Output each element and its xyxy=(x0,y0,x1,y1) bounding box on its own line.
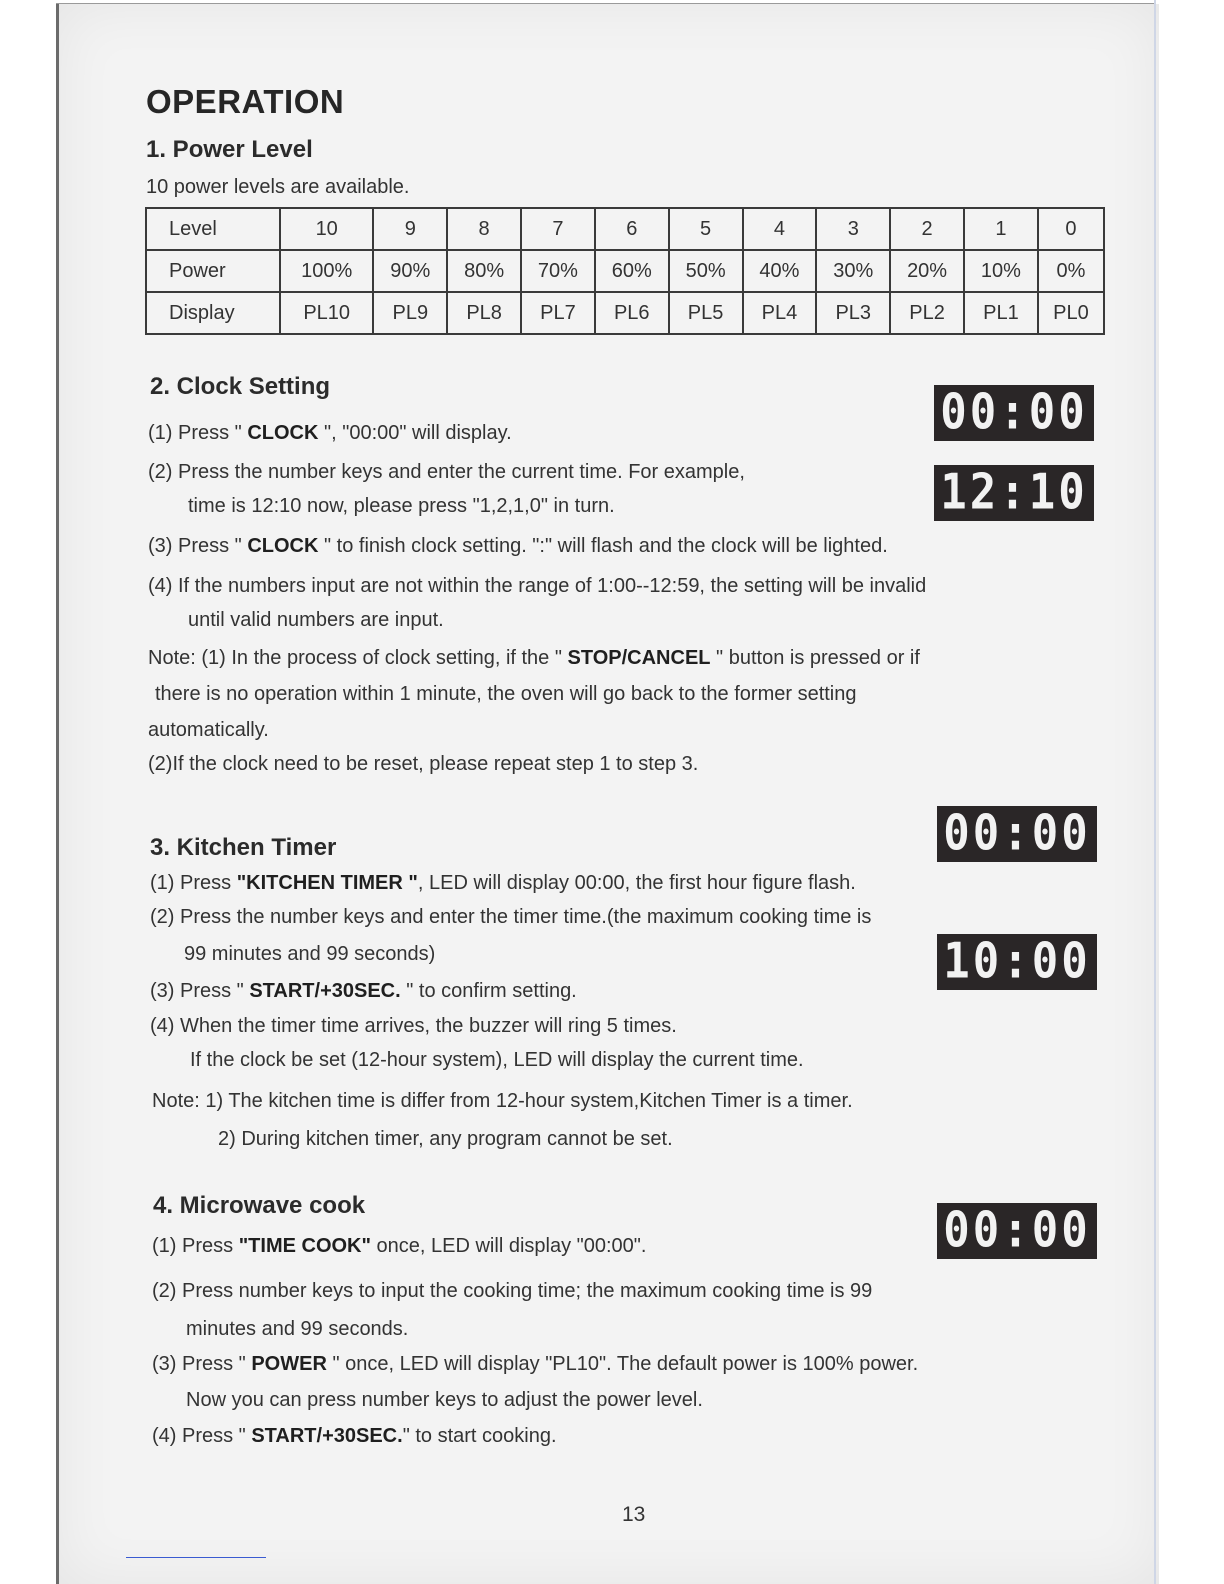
table-cell: 8 xyxy=(447,208,521,250)
page-right-edge xyxy=(1154,0,1156,1584)
timer-step-1: (1) Press "KITCHEN TIMER ", LED will display 00:00, the first hour figure flash. xyxy=(150,872,856,894)
table-row-display xyxy=(146,292,1104,334)
page-number: 13 xyxy=(622,1503,646,1526)
clock-step-1: (1) Press " CLOCK ", "00:00" will display. xyxy=(148,422,512,444)
clock-note-2: (2)If the clock need to be reset, please repeat step 1 to step 3. xyxy=(148,753,699,775)
row-header: Display xyxy=(146,292,280,334)
table-cell: 40% xyxy=(743,250,817,292)
clock-step-2: (2) Press the number keys and enter the current time. For example, xyxy=(148,461,745,483)
timer-step-2: (2) Press the number keys and enter the timer time.(the maximum cooking time is xyxy=(150,906,872,928)
power-level-intro: 10 power levels are available. xyxy=(146,176,410,198)
page-title: OPERATION xyxy=(146,83,345,120)
table-cell: 10% xyxy=(964,250,1038,292)
table-cell: 90% xyxy=(373,250,447,292)
table-row-power xyxy=(146,250,1104,292)
table-cell: 10 xyxy=(280,208,373,250)
table-row-level xyxy=(146,208,1104,250)
table-cell: 20% xyxy=(890,250,964,292)
timer-note-2: 2) During kitchen timer, any program cannot be set. xyxy=(218,1128,673,1150)
table-cell: 2 xyxy=(890,208,964,250)
section-title-kitchen-timer: 3. Kitchen Timer xyxy=(150,834,337,861)
timer-step-3: (3) Press " START/+30SEC. " to confirm setting. xyxy=(150,980,577,1002)
table-cell: PL5 xyxy=(669,292,743,334)
table-cell: PL1 xyxy=(964,292,1038,334)
table-cell: PL9 xyxy=(373,292,447,334)
clock-step-2-cont: time is 12:10 now, please press "1,2,1,0" in turn. xyxy=(188,495,615,517)
table-cell: 50% xyxy=(669,250,743,292)
cook-step-1: (1) Press "TIME COOK" once, LED will display "00:00". xyxy=(152,1235,647,1257)
clock-step-4-cont: until valid numbers are input. xyxy=(188,609,444,631)
table-cell: PL7 xyxy=(521,292,595,334)
led-display xyxy=(934,465,1094,521)
timer-step-4-cont: If the clock be set (12-hour system), LED will display the current time. xyxy=(190,1049,804,1071)
led-display xyxy=(934,385,1094,441)
clock-note-1-cont2: automatically. xyxy=(148,719,269,741)
led-display xyxy=(937,934,1097,990)
clock-step-4: (4) If the numbers input are not within the range of 1:00--12:59, the setting will be invalid xyxy=(148,575,927,597)
table-cell: 0% xyxy=(1038,250,1104,292)
section-title-power-level: 1. Power Level xyxy=(146,136,313,163)
section-title-clock-setting: 2. Clock Setting xyxy=(150,373,331,400)
table-cell: PL4 xyxy=(743,292,817,334)
table-cell: 0 xyxy=(1038,208,1104,250)
led-digits: 00:00 xyxy=(940,383,1088,441)
led-display xyxy=(937,1203,1097,1259)
table-cell: 70% xyxy=(521,250,595,292)
timer-note-1: Note: 1) The kitchen time is differ from 12-hour system,Kitchen Timer is a timer. xyxy=(152,1090,853,1112)
row-header: Power xyxy=(146,250,280,292)
cook-step-2-cont: minutes and 99 seconds. xyxy=(186,1318,409,1340)
table-cell: 30% xyxy=(816,250,890,292)
led-digits: 12:10 xyxy=(940,463,1088,521)
row-header: Level xyxy=(146,208,280,250)
clock-step-3: (3) Press " CLOCK " to finish clock setting. ":" will flash and the clock will be lighted. xyxy=(148,535,888,557)
table-cell: 100% xyxy=(280,250,373,292)
table-cell: PL0 xyxy=(1038,292,1104,334)
table-cell: 6 xyxy=(595,208,669,250)
table-cell: 7 xyxy=(521,208,595,250)
table-cell: 5 xyxy=(669,208,743,250)
led-digits: 10:00 xyxy=(943,932,1091,990)
page-top-edge xyxy=(56,3,1156,4)
section-title-microwave-cook: 4. Microwave cook xyxy=(153,1192,366,1219)
table-cell: 3 xyxy=(816,208,890,250)
table-cell: PL8 xyxy=(447,292,521,334)
cook-step-2: (2) Press number keys to input the cooking time; the maximum cooking time is 99 xyxy=(152,1280,873,1302)
timer-step-4: (4) When the timer time arrives, the buzzer will ring 5 times. xyxy=(150,1015,677,1037)
footer-underline xyxy=(126,1557,266,1558)
timer-step-2-cont: 99 minutes and 99 seconds) xyxy=(184,943,436,965)
cook-step-4: (4) Press " START/+30SEC." to start cooking. xyxy=(152,1425,557,1447)
table-cell: PL2 xyxy=(890,292,964,334)
cook-step-3: (3) Press " POWER " once, LED will display "PL10". The default power is 100% power. xyxy=(152,1353,919,1375)
clock-note-1-cont: there is no operation within 1 minute, the oven will go back to the former setting xyxy=(155,683,857,705)
power-level-table xyxy=(145,207,1105,335)
table-cell: 1 xyxy=(964,208,1038,250)
table-cell: PL3 xyxy=(816,292,890,334)
led-digits: 00:00 xyxy=(943,1201,1091,1259)
table-cell: PL6 xyxy=(595,292,669,334)
led-display xyxy=(937,806,1097,862)
table-cell: 9 xyxy=(373,208,447,250)
clock-note-1: Note: (1) In the process of clock setting, if the " STOP/CANCEL " button is pressed or if xyxy=(148,647,920,669)
table-cell: PL10 xyxy=(280,292,373,334)
cook-step-3-cont: Now you can press number keys to adjust the power level. xyxy=(186,1389,703,1411)
table-cell: 60% xyxy=(595,250,669,292)
table-cell: 80% xyxy=(447,250,521,292)
table-cell: 4 xyxy=(743,208,817,250)
led-digits: 00:00 xyxy=(943,804,1091,862)
